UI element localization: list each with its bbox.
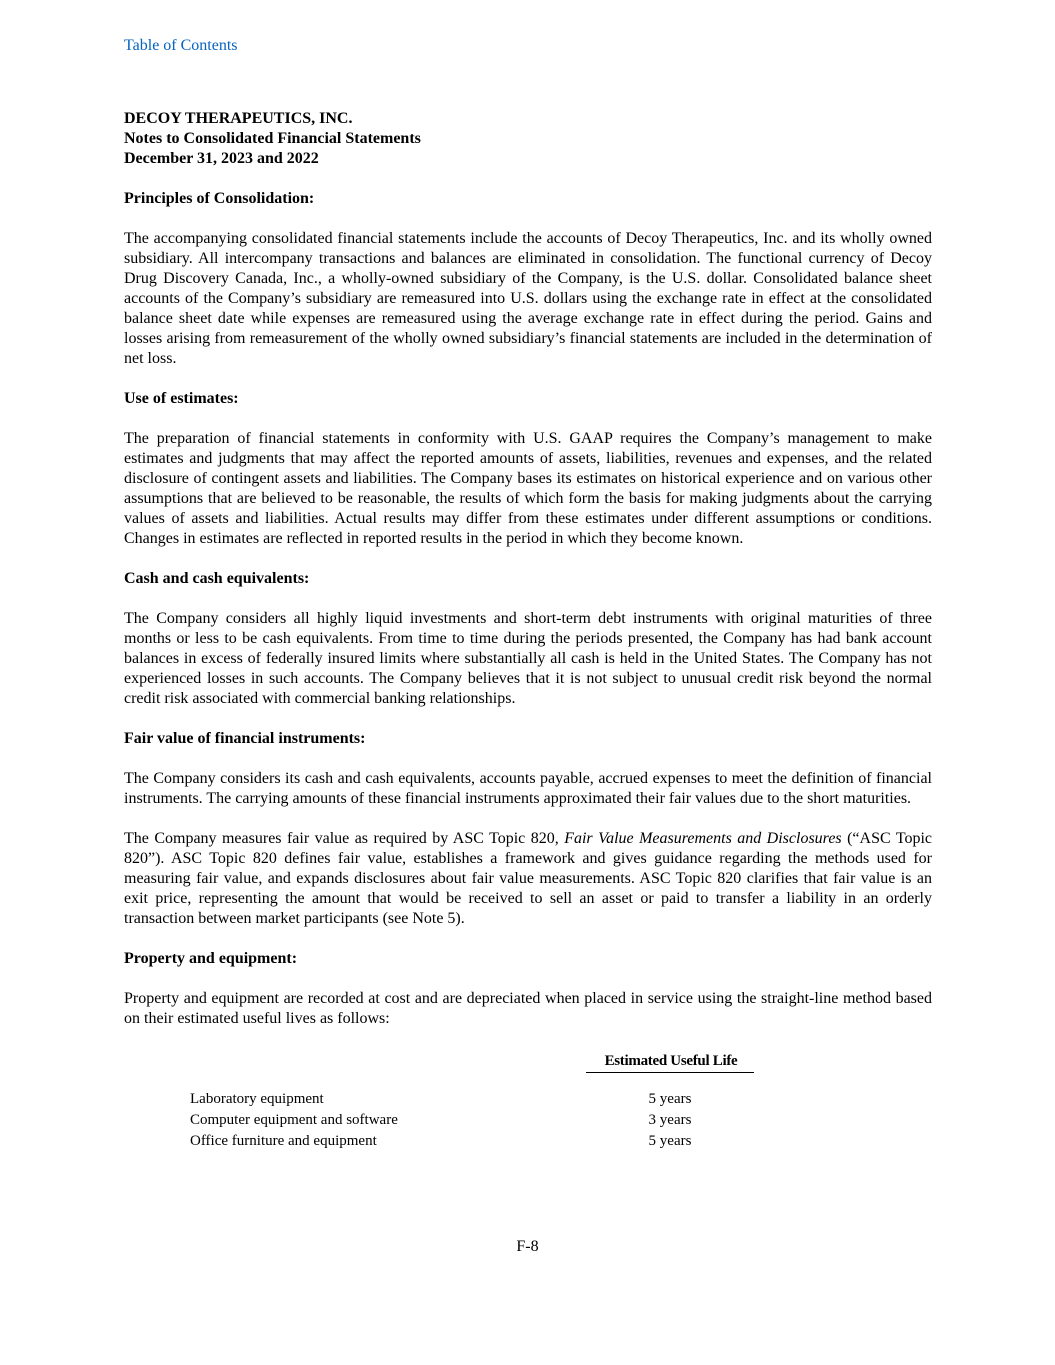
page-number: F-8 [516,1238,539,1255]
estimates-paragraph: The preparation of financial statements in conformity with U.S. GAAP requires the Company’s management to make estimates and judgments that may affect the reported amounts of assets, liabilities, revenues and expenses, and the related disclosure of contingent assets and liabilities. The Company bases its estimates on historical experience and on various other assumptions that are believed to be reasonable, the results of which form the basis for making judgments about the carrying values of assets and liabilities. Actual results may differ from these estimates under different assumptions or conditions. Changes in estimates are reflected in reported results in the period in which they become known. [124,430,932,547]
table-row [190,1110,754,1131]
asset-label: Office furniture and equipment [190,1133,377,1149]
fair-value-heading: Fair value of financial instruments: [124,730,366,747]
useful-life-table [190,1051,754,1152]
consolidation-paragraph: The accompanying consolidated financial statements include the accounts of Decoy Therapeutics, Inc. and its wholly owned subsidiary. All intercompany transactions and balances are eliminated in consolidation. The functional currency of Decoy Drug Discovery Canada, Inc., a wholly-owned subsidiary of the Company, is the U.S. dollar. Consolidated balance sheet accounts of the Company’s subsidiary are remeasured into U.S. dollars using the exchange rate in effect at the consolidated balance sheet date while expenses are remeasured using the average exchange rate in effect during the period. Gains and losses arising from remeasurement of the wholly owned subsidiary’s financial statements are included in the determination of net loss. [124,230,932,367]
fair-value-text-post: (“ASC Topic 820”). ASC Topic 820 defines fair value, establishes a framework and gives guidance regarding the methods used for measuring fair value, and expands disclosures about fair value measurements. ASC Topic 820 clarifies that fair value is an exit price, representing the amount that would be received to sell an asset or paid to transfer a liability in an orderly transaction between market participants (see Note 5). [124,830,933,927]
fair-value-text-pre: The Company measures fair value as required by ASC Topic 820, [124,830,565,847]
cash-paragraph: The Company considers all highly liquid investments and short-term debt instruments with original maturities of three months or less to be cash equivalents. From time to time during the periods presented, the Company has had bank account balances in excess of federally insured limits where substantially all cash is held in the United States. The Company has not experienced losses in such accounts. The Company believes that it is not subject to unusual credit risk beyond the normal credit risk associated with commercial banking relationships. [124,610,932,707]
estimates-heading: Use of estimates: [124,390,239,407]
document-date: December 31, 2023 and 2022 [124,150,319,167]
consolidation-heading: Principles of Consolidation: [124,190,315,207]
table-header-row [190,1051,754,1073]
company-name: DECOY THERAPEUTICS, INC. [124,110,353,127]
asset-label: Laboratory equipment [190,1091,324,1107]
table-header-blank [190,1051,586,1073]
asset-life: 5 years [648,1133,692,1149]
property-paragraph: Property and equipment are recorded at cost and are depreciated when placed in service using the straight-line method based on their estimated useful lives as follows: [124,990,932,1027]
table-row [190,1131,754,1152]
cash-heading: Cash and cash equivalents: [124,570,310,587]
estimated-useful-life-header: Estimated Useful Life [586,1051,754,1073]
asc-topic-title: Fair Value Measurements and Disclosures [564,830,842,847]
fair-value-paragraph-2 [124,829,932,929]
document-page [124,109,932,1152]
asset-label: Computer equipment and software [190,1112,398,1128]
fair-value-paragraph-1: The Company considers its cash and cash equivalents, accounts payable, accrued expenses to meet the definition of financial instruments. The carrying amounts of these financial instruments approximated their fair values due to the short maturities. [124,770,932,807]
asset-life: 5 years [648,1091,692,1107]
asset-life: 3 years [648,1112,692,1128]
table-row [190,1089,754,1110]
document-subtitle: Notes to Consolidated Financial Statements [124,130,421,147]
table-of-contents-link[interactable]: Table of Contents [124,37,238,54]
property-heading: Property and equipment: [124,950,298,967]
